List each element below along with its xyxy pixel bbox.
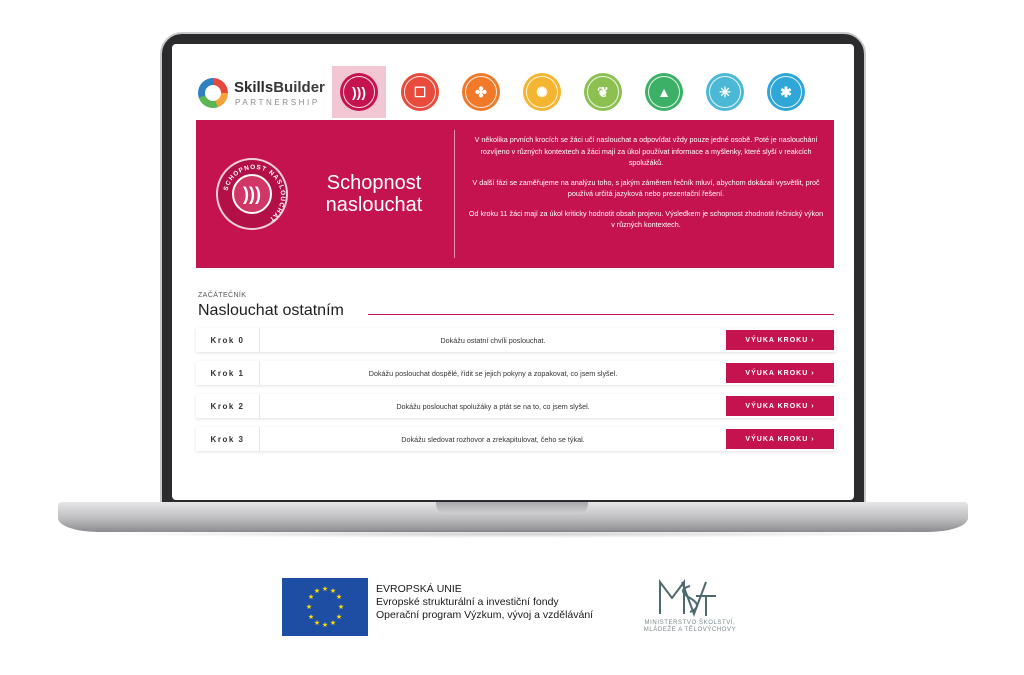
step-description: Dokážu poslouchat spolužáky a ptát se na to, co jsem slyšel. [396, 401, 590, 411]
step-lesson-button[interactable]: VÝUKA KROKU › [726, 330, 834, 350]
creativity-icon: ✺ [523, 73, 561, 111]
banner-divider [454, 130, 455, 258]
logo-skills: Skills [234, 79, 274, 96]
msmt-line: MINISTERSTVO ŠKOLSTVÍ, [644, 620, 736, 626]
eu-stars-icon [282, 578, 368, 636]
skill-tab-resit-problemy[interactable] [454, 66, 508, 118]
skill-banner [196, 120, 834, 268]
teamwork-icon: ✱ [767, 73, 805, 111]
step-row [196, 361, 836, 385]
laptop-shadow [90, 530, 936, 538]
step-lesson-button[interactable]: VÝUKA KROKU › [726, 429, 834, 449]
svg-text:★: ★ [335, 613, 343, 621]
svg-text:★: ★ [313, 587, 321, 595]
skills-builder-logo[interactable] [198, 74, 333, 114]
banner-paragraph: V několika prvních krocích se žáci učí naslouchat a odpovídat vždy pouze jedné osobě. Poté je naslouchání rozvíjeno v různých kontextech a žáci mají za úkol používat informace a myšlenky, které slyší v reakcích spolužáků. [474, 135, 818, 167]
step-row [196, 328, 836, 352]
logo-builder: Builder [273, 79, 325, 96]
listening-icon: ))) [340, 73, 378, 111]
site-header [172, 64, 854, 120]
aiming-high-icon: ▲ [645, 73, 683, 111]
skill-tab-naslouchat[interactable] [332, 66, 386, 118]
step-lesson-button[interactable]: VÝUKA KROKU › [726, 363, 834, 383]
svg-text:★: ★ [307, 593, 315, 601]
logo-subtitle: PARTNERSHIP [235, 98, 320, 107]
svg-text:★: ★ [305, 603, 313, 611]
step-row [196, 394, 836, 418]
listening-waves-icon: ))) [232, 174, 272, 214]
step-lesson-button[interactable]: VÝUKA KROKU › [726, 396, 834, 416]
skill-tab-tvorivost[interactable] [515, 66, 569, 118]
banner-paragraph: Od kroku 11 žáci mají za úkol kriticky hodnotit obsah projevu. Výsledkem je schopnost zhodnotit řečnický výkon v různých kontextech. [468, 208, 824, 229]
eu-line: Evropské strukturální a investiční fondy [376, 596, 559, 608]
eu-funding-text [376, 583, 593, 622]
level-title: Naslouchat ostatním [198, 302, 344, 319]
logo-ring-icon [198, 78, 228, 108]
badge-ring-text: SCHOPNOST NASLOUCHAT [222, 163, 287, 223]
eu-flag-logo [282, 578, 368, 636]
svg-text:★: ★ [335, 593, 343, 601]
eu-line: Operační program Výzkum, vývoj a vzdělávání [376, 609, 594, 621]
step-description: Dokážu sledovat rozhovor a zrekapitulovat, čeho se týkal. [401, 434, 585, 444]
banner-description [468, 134, 824, 239]
step-number: Krok 0 [196, 328, 260, 352]
msmt-logo [646, 576, 718, 618]
skill-tab-vedeni[interactable] [698, 66, 752, 118]
listening-badge [216, 158, 288, 230]
step-number: Krok 2 [196, 394, 260, 418]
problem-solving-icon: ✤ [462, 73, 500, 111]
eu-line: EVROPSKÁ UNIE [376, 583, 462, 595]
level-label: ZAČÁTEČNÍK [198, 292, 247, 299]
laptop-notch [436, 502, 588, 514]
step-number: Krok 1 [196, 361, 260, 385]
svg-text:★: ★ [307, 613, 315, 621]
laptop-screen [172, 44, 854, 500]
step-description: Dokážu ostatní chvíli poslouchat. [440, 335, 546, 345]
skill-tab-mluvit[interactable] [393, 66, 447, 118]
skill-tab-tymova-prace[interactable] [759, 66, 813, 118]
msmt-text [620, 620, 760, 634]
step-number: Krok 3 [196, 427, 260, 451]
skill-tab-pozitivni-postoj[interactable] [576, 66, 630, 118]
svg-text:★: ★ [329, 619, 337, 627]
logo-wordmark [234, 79, 325, 96]
banner-paragraph: V další fázi se zaměřujeme na analýzu toho, s jakým záměrem řečník mluví, abychom dokázali vysvětlit, proč používá určitá jazyková nebo prezentační řešení. [472, 177, 820, 198]
svg-text:★: ★ [321, 621, 329, 629]
svg-text:★: ★ [329, 587, 337, 595]
speaking-icon: ☐ [401, 73, 439, 111]
leadership-icon: ✳ [706, 73, 744, 111]
step-description: Dokážu poslouchat dospělé, řídit se jejich pokyny a zopakovat, co jsem slyšel. [368, 368, 618, 378]
msmt-line: MLÁDEŽE A TĚLOVÝCHOVY [643, 627, 737, 633]
banner-title: Schopnost naslouchat [325, 172, 423, 216]
svg-text:★: ★ [313, 619, 321, 627]
step-row [196, 427, 836, 451]
skill-tab-stanovovat-cile[interactable] [637, 66, 691, 118]
svg-text:★: ★ [337, 603, 345, 611]
level-divider [368, 314, 834, 315]
svg-text:★: ★ [321, 585, 329, 593]
positivity-icon: ❦ [584, 73, 622, 111]
